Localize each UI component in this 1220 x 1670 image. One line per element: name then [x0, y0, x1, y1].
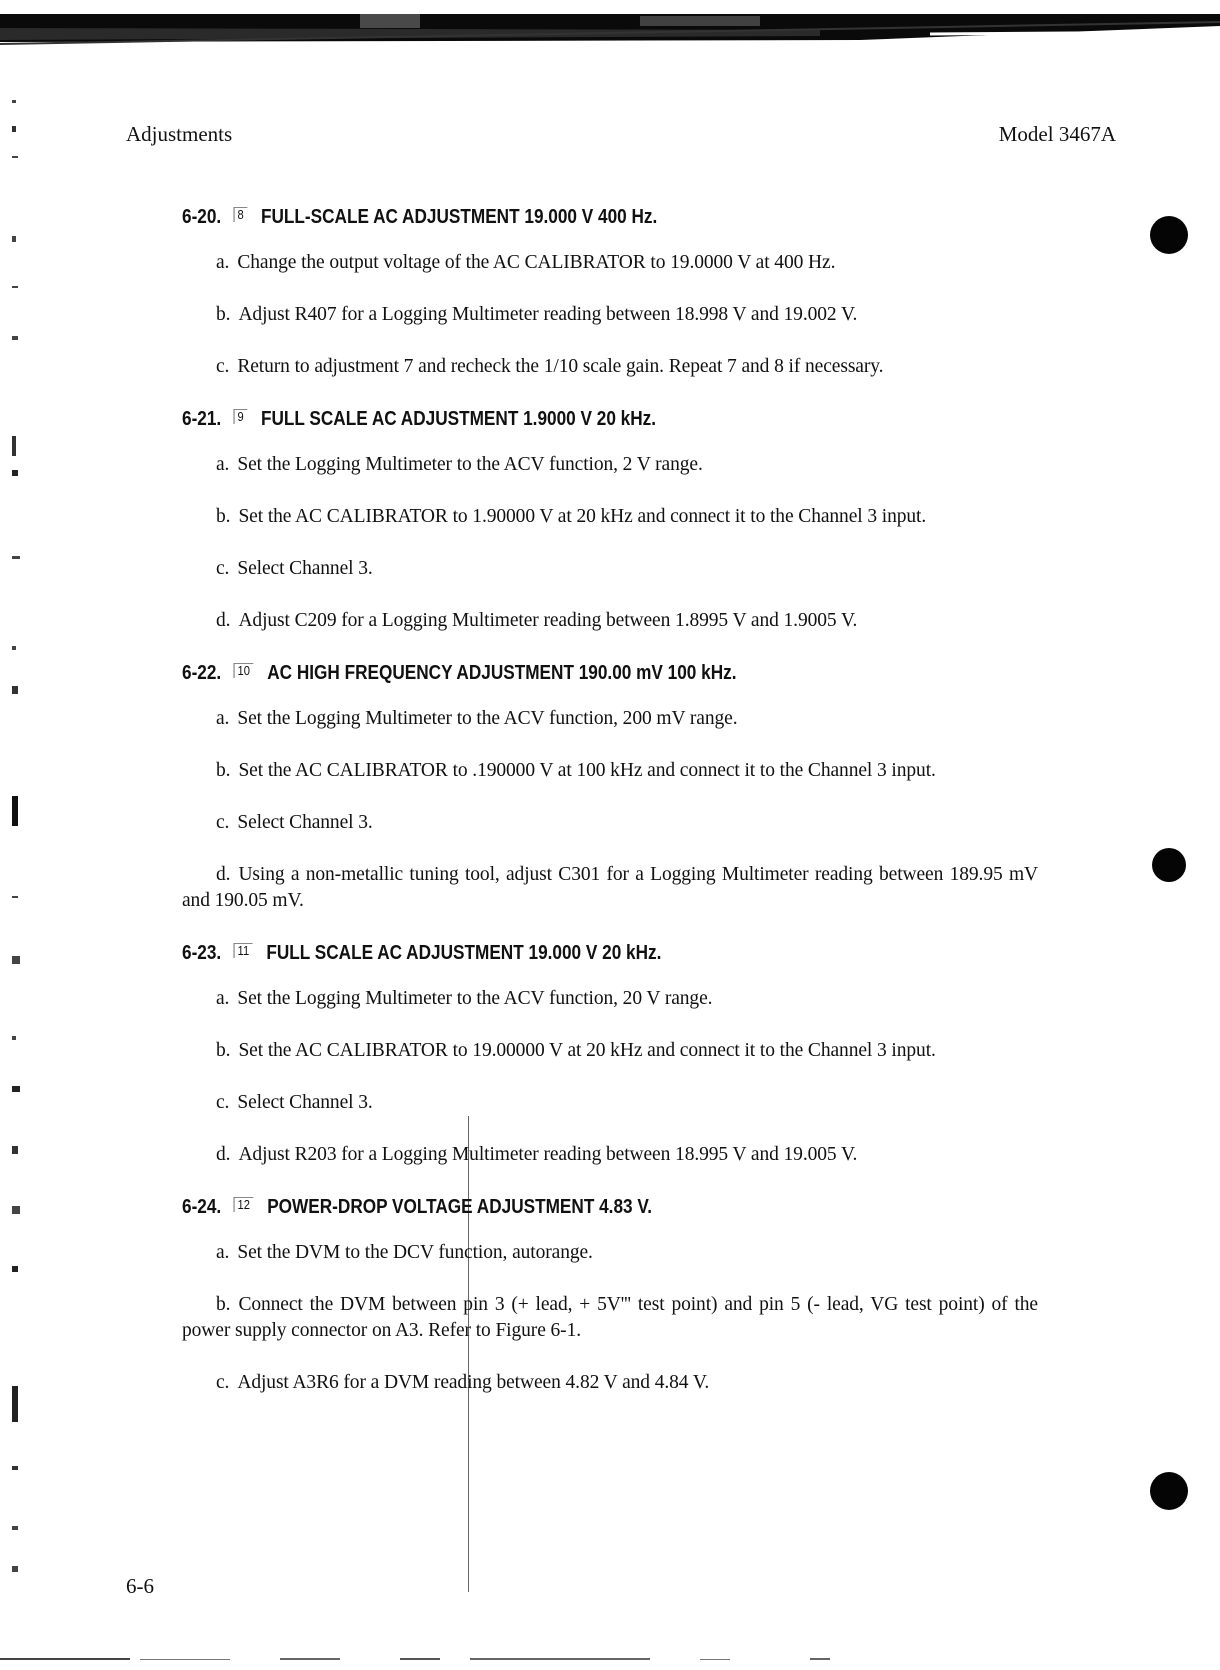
step-list — [182, 706, 1038, 914]
step-text: Select Channel 3. — [237, 1092, 373, 1113]
running-header-model: Model 3467A — [998, 122, 1116, 146]
section-6-24 — [182, 1190, 1038, 1396]
section-heading: FULL SCALE AC ADJUSTMENT 1.9000 V 20 kHz. — [260, 408, 657, 430]
step-letter: a. — [216, 988, 230, 1009]
step-letter: b. — [216, 1294, 231, 1315]
step-list — [182, 986, 1038, 1168]
step-text: Using a non-metallic tuning tool, adjust C301 for a Logging Multimeter reading between 189.95 mV and 190.05 mV. — [182, 864, 1038, 911]
section-title — [182, 402, 918, 436]
step-item — [182, 608, 1038, 634]
step-letter: d. — [216, 610, 231, 631]
section-6-21 — [182, 402, 1038, 634]
section-number: 6-20. — [182, 206, 222, 228]
section-number: 6-21. — [182, 408, 222, 430]
step-text: Set the AC CALIBRATOR to .190000 V at 100 kHz and connect it to the Channel 3 input. — [238, 760, 936, 781]
step-text: Select Channel 3. — [237, 558, 373, 579]
punch-hole-middle — [1152, 848, 1186, 882]
scan-bottom-band — [0, 1652, 1220, 1670]
step-item — [182, 1142, 1038, 1168]
section-title — [182, 1190, 918, 1224]
step-list — [182, 452, 1038, 634]
section-heading: POWER-DROP VOLTAGE ADJUSTMENT 4.83 V. — [267, 1196, 653, 1218]
section-heading: AC HIGH FREQUENCY ADJUSTMENT 190.00 mV 100 kHz. — [267, 662, 737, 684]
adjustment-number-box: 8 — [233, 207, 247, 222]
section-heading: FULL SCALE AC ADJUSTMENT 19.000 V 20 kHz. — [266, 942, 662, 964]
section-number: 6-24. — [182, 1196, 222, 1218]
step-item — [182, 706, 1038, 732]
scan-top-band — [0, 0, 1220, 52]
step-item — [182, 250, 1038, 276]
step-item — [182, 1038, 1038, 1064]
punch-hole-top — [1150, 216, 1188, 254]
adjustment-number-box: 11 — [233, 943, 252, 958]
step-letter: c. — [216, 356, 230, 377]
step-text: Change the output voltage of the AC CALIBRATOR to 19.0000 V at 400 Hz. — [237, 252, 836, 273]
step-text: Adjust R407 for a Logging Multimeter reading between 18.998 V and 19.002 V. — [238, 304, 858, 325]
step-text: Select Channel 3. — [237, 812, 373, 833]
step-letter: a. — [216, 708, 230, 729]
step-item — [182, 758, 1038, 784]
step-text: Set the DVM to the DCV function, autorange. — [237, 1242, 593, 1263]
section-number: 6-23. — [182, 942, 222, 964]
section-heading: FULL-SCALE AC ADJUSTMENT 19.000 V 400 Hz. — [260, 206, 658, 228]
step-text: Set the AC CALIBRATOR to 19.00000 V at 20 kHz and connect it to the Channel 3 input. — [238, 1040, 936, 1061]
step-text: Set the Logging Multimeter to the ACV function, 2 V range. — [237, 454, 703, 475]
step-letter: c. — [216, 1372, 230, 1393]
step-item — [182, 1292, 1038, 1344]
section-6-20 — [182, 200, 1038, 380]
adjustment-number-box: 9 — [233, 409, 247, 424]
step-letter: b. — [216, 760, 231, 781]
step-text: Adjust A3R6 for a DVM reading between 4.82 V and 4.84 V. — [237, 1372, 710, 1393]
section-6-22 — [182, 656, 1038, 914]
step-item — [182, 556, 1038, 582]
step-letter: a. — [216, 1242, 230, 1263]
step-item — [182, 1090, 1038, 1116]
section-title — [182, 200, 918, 234]
step-text: Set the Logging Multimeter to the ACV function, 200 mV range. — [237, 708, 738, 729]
step-letter: c. — [216, 558, 230, 579]
step-item — [182, 1370, 1038, 1396]
section-title — [182, 656, 918, 690]
step-letter: b. — [216, 506, 231, 527]
step-item — [182, 302, 1038, 328]
step-text: Adjust C209 for a Logging Multimeter reading between 1.8995 V and 1.9005 V. — [238, 610, 858, 631]
step-text: Connect the DVM between pin 3 (+ lead, + 5V''' test point) and pin 5 (- lead, VG test point) of the power supply connector on A3. Refer to Figure 6-1. — [182, 1294, 1038, 1341]
step-letter: d. — [216, 864, 231, 885]
step-item — [182, 862, 1038, 914]
step-item — [182, 504, 1038, 530]
step-text: Adjust R203 for a Logging Multimeter reading between 18.995 V and 19.005 V. — [238, 1144, 858, 1165]
step-item — [182, 354, 1038, 380]
page-number: 6-6 — [126, 1574, 154, 1598]
section-number: 6-22. — [182, 662, 222, 684]
step-letter: d. — [216, 1144, 231, 1165]
running-header-section: Adjustments — [126, 122, 233, 146]
step-letter: c. — [216, 1092, 230, 1113]
adjustment-number-box: 12 — [233, 1197, 253, 1212]
step-letter: b. — [216, 304, 231, 325]
step-letter: a. — [216, 454, 230, 475]
step-text: Return to adjustment 7 and recheck the 1/10 scale gain. Repeat 7 and 8 if necessary. — [237, 356, 884, 377]
step-item — [182, 986, 1038, 1012]
punch-hole-bottom — [1150, 1472, 1188, 1510]
step-list — [182, 1240, 1038, 1396]
step-text: Set the Logging Multimeter to the ACV function, 20 V range. — [237, 988, 713, 1009]
step-list — [182, 250, 1038, 380]
step-item — [182, 452, 1038, 478]
step-item — [182, 1240, 1038, 1266]
scan-left-margin-marks — [0, 90, 30, 1650]
section-title — [182, 936, 918, 970]
document-body — [182, 200, 1038, 1418]
adjustment-number-box: 10 — [233, 663, 253, 678]
step-letter: a. — [216, 252, 230, 273]
step-item — [182, 810, 1038, 836]
step-text: Set the AC CALIBRATOR to 1.90000 V at 20 kHz and connect it to the Channel 3 input. — [238, 506, 927, 527]
step-letter: c. — [216, 812, 230, 833]
step-letter: b. — [216, 1040, 231, 1061]
section-6-23 — [182, 936, 1038, 1168]
